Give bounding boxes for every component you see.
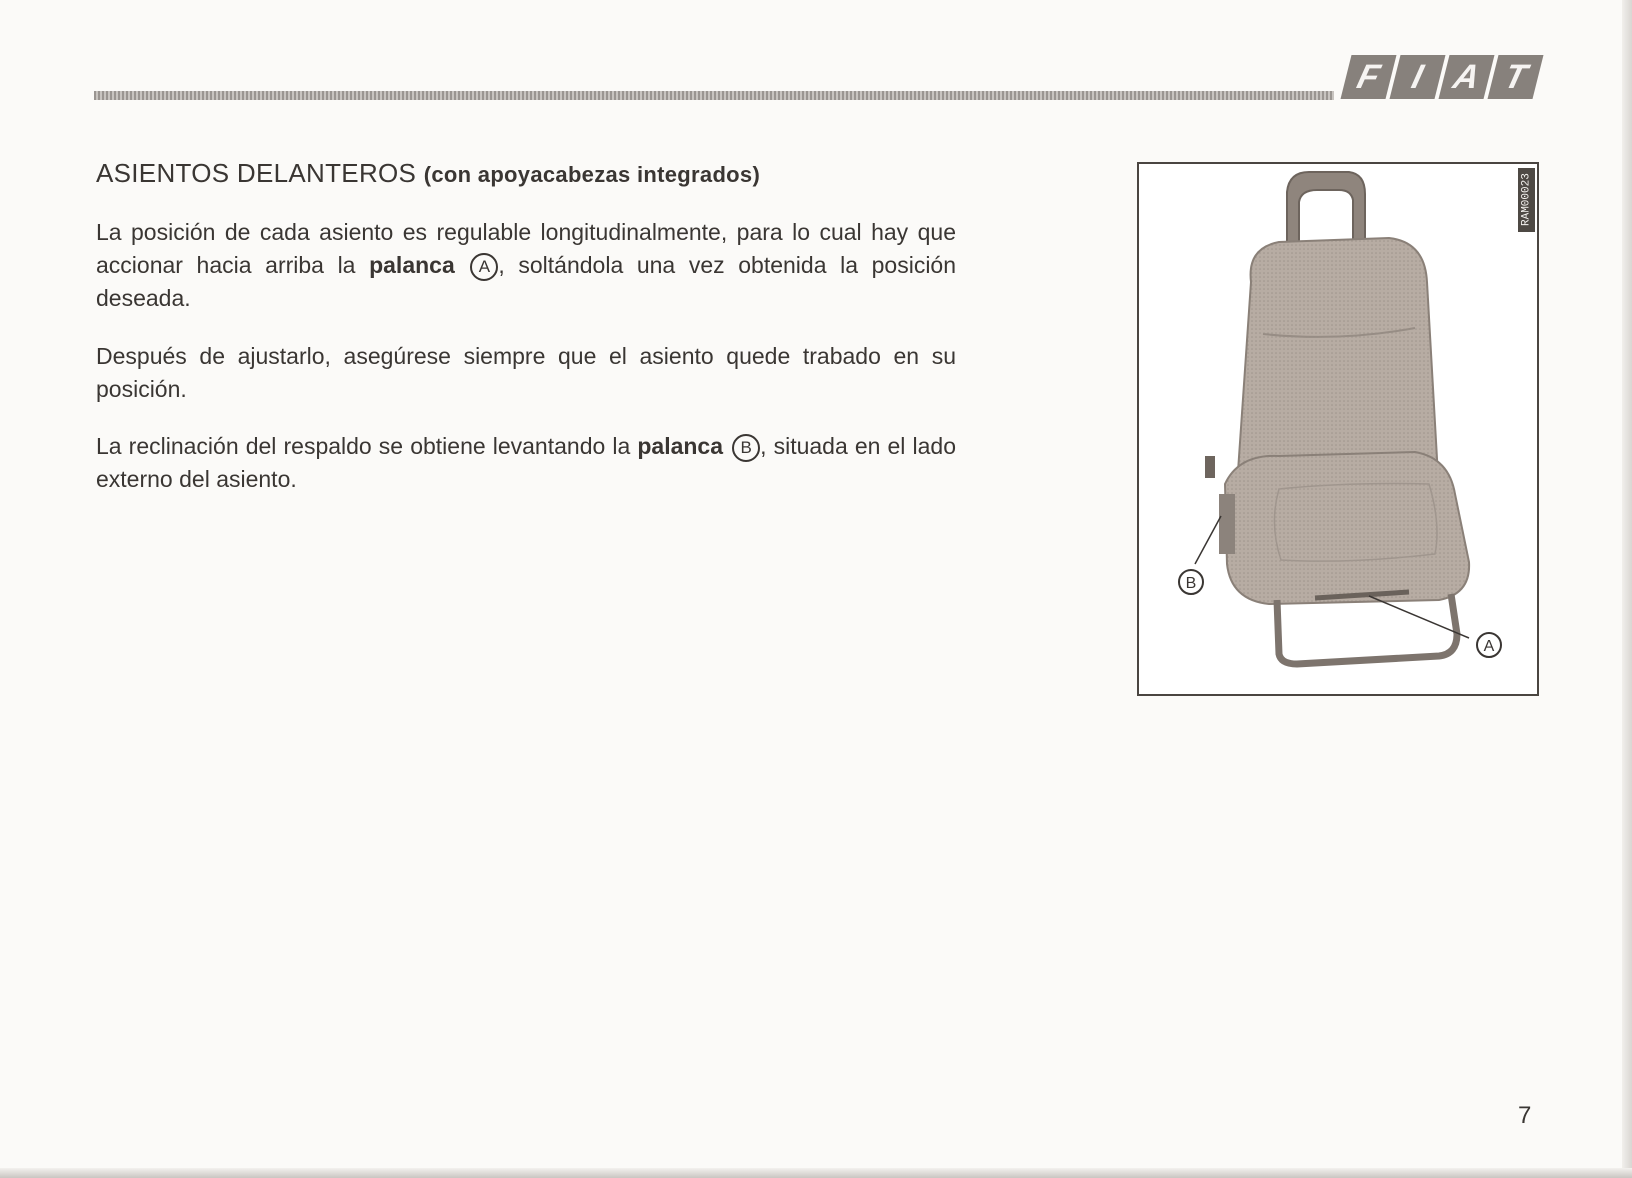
lever-a-marker: A (470, 253, 498, 281)
paragraph-1-text-b: , soltándola una vez obtenida la posición deseada. (96, 252, 957, 311)
logo-letter-t: T (1488, 55, 1544, 99)
section-title-sub: (con apoyacabezas integrados) (423, 162, 761, 187)
paragraph-3-text-a: La reclinación del respaldo se obtiene levantando la (96, 433, 638, 459)
headrest-shape (1287, 172, 1365, 242)
callout-b-label: B (1185, 575, 1197, 592)
paragraph-2-text: Después de ajustarlo, asegúrese siempre que el asiento quede trabado en su posición. (96, 343, 956, 402)
figure-code: RAM00023 (1518, 168, 1535, 232)
lever-b-marker: B (732, 434, 760, 462)
seat-frame (1277, 594, 1457, 664)
page-bottom-shadow (0, 1168, 1632, 1178)
paragraph-3-text-b: , situada en el lado externo del asiento. (96, 433, 956, 492)
logo-letter-f: F (1341, 55, 1397, 99)
paragraph-position (96, 216, 956, 315)
recline-lever-b (1205, 456, 1215, 478)
callout-a-label: A (1483, 638, 1495, 655)
seat-illustration (1139, 164, 1537, 694)
paragraph-1-bold: palanca (369, 252, 455, 278)
logo-letter-i: I (1390, 55, 1446, 99)
logo-letter-a: A (1439, 55, 1495, 99)
paragraph-recline (96, 430, 956, 496)
section-title (96, 158, 760, 189)
page-number: 7 (1518, 1102, 1532, 1129)
paragraph-3-bold: palanca (637, 433, 724, 459)
fiat-logo (1346, 55, 1538, 99)
header-rule (94, 91, 1334, 100)
cushion-shape (1225, 452, 1469, 604)
seat-figure (1137, 162, 1539, 696)
page-edge-shadow (1622, 0, 1632, 1178)
paragraph-1-text-a: La posición de cada asiento es regulable longitudinalmente, para lo cual hay que accionar hacia arriba la (96, 219, 956, 278)
section-title-main: ASIENTOS DELANTEROS (96, 158, 417, 188)
paragraph-lock (96, 340, 956, 406)
